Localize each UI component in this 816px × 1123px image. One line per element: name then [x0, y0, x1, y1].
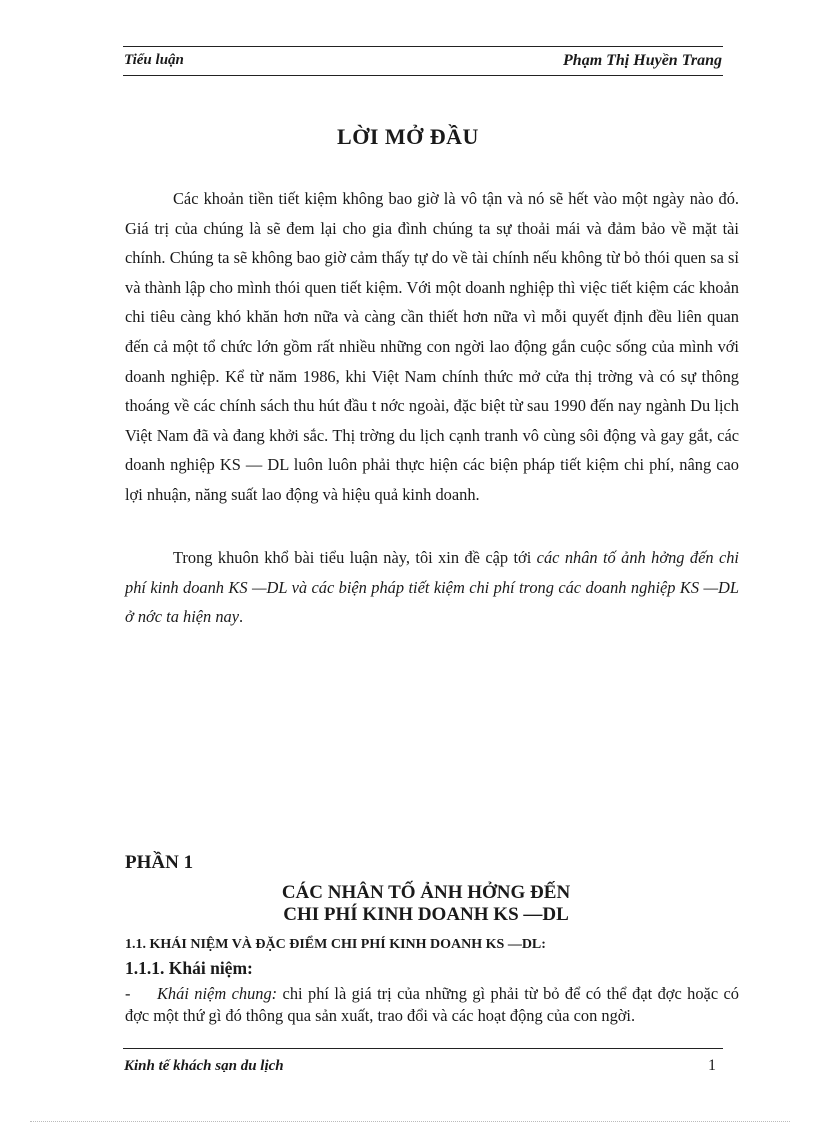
intro-paragraph-2: [125, 543, 739, 632]
part-title-line-1: CÁC NHÂN TỐ ẢNH HỞNG ĐẾN: [281, 882, 571, 903]
intro-p2-lead: Trong khuôn khổ bài tiểu luận này, tôi xin đề cập tới: [173, 548, 537, 567]
page-title: LỜI MỞ ĐẦU: [337, 124, 479, 149]
part-label: PHẦN 1: [125, 852, 194, 873]
header-rule-top: [123, 46, 723, 47]
bullet-term: Khái niệm chung:: [157, 984, 278, 1003]
header-left-text: Tiểu luận: [124, 52, 184, 68]
header-author: Phạm Thị Huyền Trang: [563, 52, 722, 69]
footer-rule: [123, 1048, 723, 1049]
intro-paragraph-1: Các khoản tiền tiết kiệm không bao giờ là vô tận và nó sẽ hết vào một ngày nào đó. Giá trị của chúng là sẽ đem lại cho gia đình chúng ta sự thoải mái và đảm bảo về mặt tài chính. Chúng ta sẽ không bao giờ cảm thấy tự do về tài chính nếu không từ bỏ thói quen sa sỉ và thành lập cho mình thói quen tiết kiệm. Với một doanh nghiệp thì việc tiết kiệm các khoản chi tiêu càng khó khăn hơn nữa và càng cần thiết hơn nữa vì mỗi quyết định đều liên quan đến cả một tổ chức lớn gồm rất nhiều những con ngời lao động gắn cuộc sống của mình với doanh nghiệp. Kể từ năm 1986, khi Việt Nam chính thức mở cửa thị trờng và có sự thông thoáng về các chính sách thu hút đầu t nớc ngoài, đặc biệt từ sau 1990 đến nay ngành Du lịch Việt Nam đã và đang khởi sắc. Thị trờng du lịch cạnh tranh vô cùng sôi động và gay gắt, các doanh nghiệp KS — DL luôn luôn phải thực hiện các biện pháp tiết kiệm chi phí, nâng cao lợi nhuận, năng suất lao động và hiệu quả kinh doanh.: [125, 189, 739, 504]
footer-left-text: Kinh tế khách sạn du lịch: [124, 1058, 284, 1072]
bullet-dash: -: [125, 984, 131, 1003]
intro-p2-end: .: [239, 607, 244, 627]
bullet-text: chi phí là giá trị của những gì phải từ bỏ để có thể đạt đợc hoặc có đợc một thứ gì đó thông qua sản xuất, trao đổi và các hoạt động của con ngời.: [125, 984, 740, 1025]
part-title-line-2: CHI PHÍ KINH DOANH KS —DL: [283, 904, 569, 925]
page-bottom-dotted-line: [30, 1121, 790, 1122]
section-heading: 1.1. KHÁI NIỆM VÀ ĐẶC ĐIỂM CHI PHÍ KINH DOANH KS —DL:: [125, 937, 546, 952]
subsection-heading: 1.1.1. Khái niệm:: [125, 958, 253, 978]
page-number: 1: [708, 1057, 716, 1074]
definition-bullet: [125, 983, 739, 1027]
header-rule-bottom: [123, 75, 723, 76]
intro-p2-topic: các nhân tố ảnh hởng đến chi phí kinh doanh KS —DL và các biện pháp tiết kiệm chi phí trong các doanh nghiệp KS —DL ở nớc ta hiện nay: [125, 548, 739, 627]
